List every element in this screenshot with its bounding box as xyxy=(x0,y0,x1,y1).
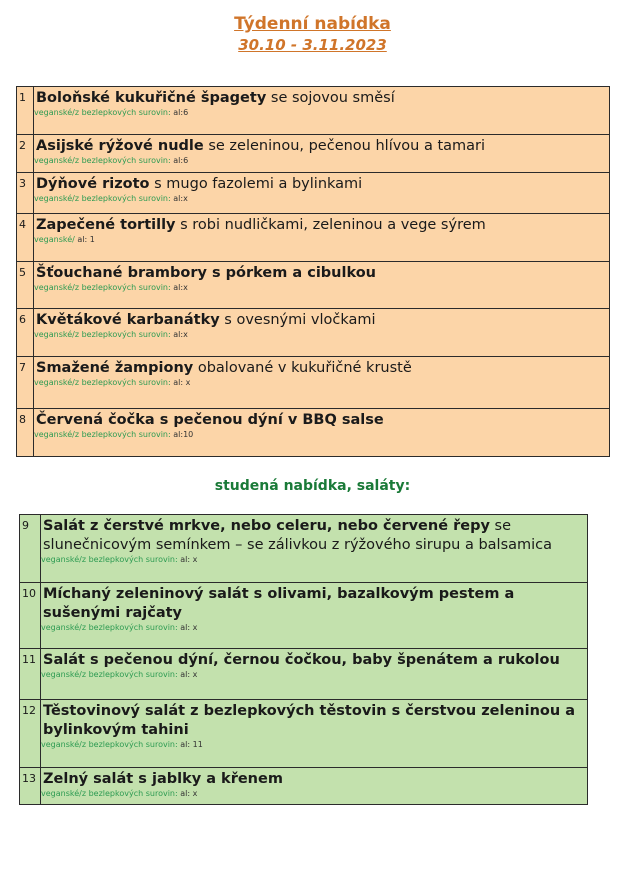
item-name: Šťouchané brambory s pórkem a cibulkou xyxy=(36,265,377,281)
item-allergens xyxy=(34,194,609,206)
allergen-code: al: x xyxy=(177,670,198,679)
menu-row xyxy=(17,357,610,409)
item-allergens xyxy=(41,789,587,801)
item-cell xyxy=(34,357,610,409)
item-number: 10 xyxy=(20,583,41,649)
item-description: s robi nudličkami, zeleninou a vege sýrem xyxy=(175,217,486,233)
diet-tag: veganské/z bezlepkových surovin: xyxy=(34,283,171,292)
diet-tag: veganské/z bezlepkových surovin: xyxy=(41,623,178,632)
menu-row xyxy=(20,515,588,583)
allergen-code: al:x xyxy=(170,330,188,339)
item-cell xyxy=(41,768,588,805)
item-title xyxy=(34,214,609,235)
item-allergens xyxy=(34,378,609,390)
menu-row xyxy=(17,309,610,357)
item-title xyxy=(41,649,587,670)
item-name: Asijské rýžové nudle xyxy=(36,138,204,154)
item-allergens xyxy=(34,430,609,442)
item-number: 3 xyxy=(17,173,34,214)
item-cell xyxy=(34,262,610,309)
allergen-code: al: x xyxy=(177,555,198,564)
item-allergens xyxy=(34,235,609,247)
item-title xyxy=(41,583,587,623)
item-title xyxy=(41,515,587,555)
allergen-code: al:10 xyxy=(170,430,194,439)
diet-tag: veganské/z bezlepkových surovin: xyxy=(34,430,171,439)
item-name: Míchaný zeleninový salát s olivami, bazalkovým pestem a sušenými rajčaty xyxy=(43,586,515,621)
item-allergens xyxy=(41,670,587,682)
item-allergens xyxy=(34,108,609,120)
menu-row xyxy=(17,262,610,309)
allergen-code: al: x xyxy=(170,378,191,387)
item-allergens xyxy=(41,555,587,567)
item-description: s ovesnými vločkami xyxy=(219,312,376,328)
item-number: 2 xyxy=(17,135,34,173)
item-number: 7 xyxy=(17,357,34,409)
menu-row xyxy=(17,173,610,214)
item-name: Salát z čerstvé mrkve, nebo celeru, nebo červené řepy xyxy=(43,518,490,534)
allergen-code: al: x xyxy=(177,623,198,632)
menu-row xyxy=(17,214,610,262)
item-allergens xyxy=(41,623,587,635)
menu-row xyxy=(20,700,588,768)
item-description: obalované v kukuřičné krustě xyxy=(193,360,412,376)
allergen-code: al:6 xyxy=(170,108,189,117)
cold-menu-table xyxy=(19,514,588,805)
item-cell xyxy=(34,135,610,173)
item-number: 8 xyxy=(17,409,34,457)
item-description: se slunečnicovým semínkem – se zálivkou z rýžového sirupu a balsamica xyxy=(43,518,553,553)
item-number: 13 xyxy=(20,768,41,805)
item-number: 11 xyxy=(20,649,41,700)
item-cell xyxy=(41,515,588,583)
item-allergens xyxy=(41,740,587,752)
item-title xyxy=(34,309,609,330)
item-number: 9 xyxy=(20,515,41,583)
item-allergens xyxy=(34,283,609,295)
allergen-code: al:x xyxy=(170,283,188,292)
diet-tag: veganské/z bezlepkových surovin: xyxy=(34,330,171,339)
diet-tag: veganské/z bezlepkových surovin: xyxy=(34,378,171,387)
item-cell xyxy=(41,700,588,768)
diet-tag: veganské/z bezlepkových surovin: xyxy=(34,156,171,165)
date-range: 30.10 - 3.11.2023 xyxy=(238,36,387,54)
item-title xyxy=(34,135,609,156)
item-name: Květákové karbanátky xyxy=(36,312,220,328)
item-cell xyxy=(41,649,588,700)
item-title xyxy=(34,262,609,283)
item-name: Zelný salát s jablky a křenem xyxy=(43,771,283,787)
menu-row xyxy=(17,135,610,173)
allergen-code: al: 11 xyxy=(177,740,203,749)
diet-tag: veganské/z bezlepkových surovin: xyxy=(41,555,178,564)
allergen-code: al:x xyxy=(170,194,188,203)
allergen-code: al:6 xyxy=(170,156,189,165)
diet-tag: veganské/z bezlepkových surovin: xyxy=(41,670,178,679)
item-number: 4 xyxy=(17,214,34,262)
allergen-code: al: 1 xyxy=(74,235,95,244)
item-name: Boloňské kukuřičné špagety xyxy=(36,90,267,106)
item-description: s mugo fazolemi a bylinkami xyxy=(149,176,363,192)
item-title xyxy=(41,700,587,740)
diet-tag: veganské/z bezlepkových surovin: xyxy=(41,789,178,798)
item-name: Zapečené tortilly xyxy=(36,217,176,233)
item-name: Smažené žampiony xyxy=(36,360,194,376)
item-name: Červená čočka s pečenou dýní v BBQ salse xyxy=(36,412,384,428)
menu-row xyxy=(17,409,610,457)
diet-tag: veganské/z bezlepkových surovin: xyxy=(34,194,171,203)
item-title xyxy=(34,357,609,378)
menu-row xyxy=(20,649,588,700)
item-description: se sojovou směsí xyxy=(266,90,395,106)
item-title xyxy=(34,409,609,430)
item-number: 6 xyxy=(17,309,34,357)
page-title: Týdenní nabídka xyxy=(234,14,391,34)
item-title xyxy=(41,768,587,789)
item-title xyxy=(34,173,609,194)
item-cell xyxy=(34,409,610,457)
menu-row xyxy=(20,583,588,649)
cold-section-title: studená nabídka, saláty: xyxy=(214,478,411,494)
item-number: 1 xyxy=(17,87,34,135)
item-cell xyxy=(41,583,588,649)
item-number: 5 xyxy=(17,262,34,309)
item-title xyxy=(34,87,609,108)
item-cell xyxy=(34,309,610,357)
item-cell xyxy=(34,87,610,135)
item-cell xyxy=(34,173,610,214)
diet-tag: veganské/z bezlepkových surovin: xyxy=(34,108,171,117)
item-cell xyxy=(34,214,610,262)
item-allergens xyxy=(34,156,609,168)
menu-row xyxy=(17,87,610,135)
item-name: Těstovinový salát z bezlepkových těstovin s čerstvou zeleninou a bylinkovým tahini xyxy=(43,703,576,738)
hot-menu-table xyxy=(16,86,610,457)
item-allergens xyxy=(34,330,609,342)
menu-row xyxy=(20,768,588,805)
item-number: 12 xyxy=(20,700,41,768)
item-name: Salát s pečenou dýní, černou čočkou, baby špenátem a rukolou xyxy=(43,652,560,668)
item-name: Dýňové rizoto xyxy=(36,176,150,192)
diet-tag: veganské/z bezlepkových surovin: xyxy=(41,740,178,749)
diet-tag: veganské/ xyxy=(34,235,75,244)
item-description: se zeleninou, pečenou hlívou a tamari xyxy=(203,138,486,154)
allergen-code: al: x xyxy=(177,789,198,798)
